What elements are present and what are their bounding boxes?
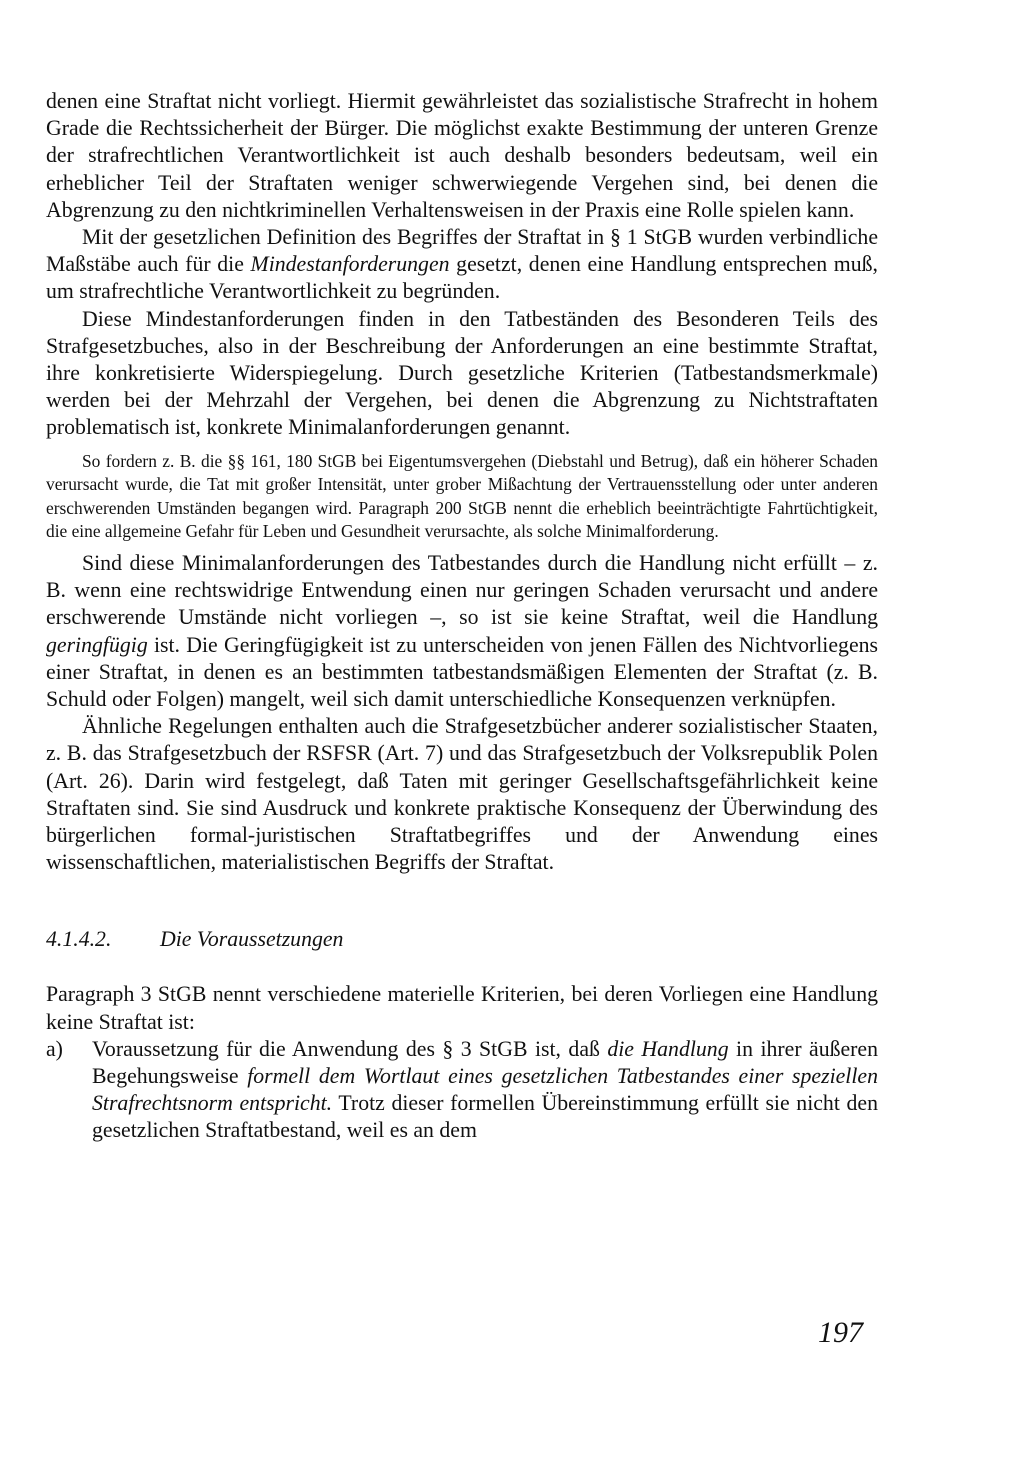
- section-title: Die Voraussetzungen: [160, 927, 344, 952]
- list-item-text: [92, 1036, 878, 1145]
- paragraph-text: Sind diese Minimalanforderungen des Tatbestandes durch die Handlung nicht erfüllt – z. B. wenn eine rechtswidrige Entwendung einen nur geringen Schaden verursacht und andere erschwerende Umstände nicht vorliegen –, so ist sie keine Straftat, weil die Handlung: [46, 551, 878, 630]
- section-heading: [46, 926, 878, 953]
- paragraph-mindestanforderungen: [46, 224, 878, 306]
- paragraph-text: Voraussetzung für die Anwendung des § 3 StGB ist, daß: [92, 1036, 608, 1061]
- paragraph-text: ist. Die Geringfügigkeit ist zu unterscheiden von jenen Fällen des Nichtvorliegens einer Straftat, in denen es an bestimmten tatbestandsmäßigen Elementen der Straftat (z. B. Schuld oder Folgen) mangelt, weil sich damit unterschiedliche Konsequenzen verknüpfen.: [46, 632, 878, 712]
- paragraph-text: Paragraph 3 StGB nennt verschiedene materielle Kriterien, bei deren Vorliegen eine Handlung keine Straftat ist:: [46, 982, 878, 1034]
- paragraph-text: denen eine Straftat nicht vorliegt. Hiermit gewährleistet das sozialistische Strafrecht in hohem Grade die Rechtssicherheit der Bürger. Die möglichst exakte Bestimmung der unteren Grenze der strafrechtlichen Verantwortlichkeit ist auch deshalb besonders bedeutsam, weil ein erheblicher Teil der Straftaten weniger schwerwiegende Vergehen sind, bei denen die Abgrenzung zu den nichtkriminellen Verhaltensweisen in der Praxis eine Rolle spielen kann.: [46, 89, 878, 222]
- emphasis-text: Mindestanforderungen: [250, 252, 450, 277]
- paragraph-text: Mit der gesetzlichen Definition des Begriffes der Straftat in § 1 StGB wurden verbindliche Maßstäbe auch für die: [46, 225, 878, 277]
- paragraph-text: Diese Mindestanforderungen finden in den Tatbeständen des Besonderen Teils des Strafgesetzbuches, also in der Beschreibung der Anforderungen an eine bestimmte Straftat, ihre konkretisierte Widerspiegelung. Durch gesetzliche Kriterien (Tatbestandsmerkmale) werden bei der Mehrzahl der Vergehen, bei denen die Abgrenzung zu Nichtstraftaten problematisch ist, konkrete Minimalanforderungen genannt.: [46, 306, 878, 440]
- paragraph-text: Trotz dieser formellen Übereinstimmung erfüllt sie nicht den gesetzlichen Straftatbestand, weil es an dem: [92, 1091, 878, 1143]
- page-number: 197: [818, 1316, 863, 1349]
- emphasis-text: formell dem Wortlaut eines gesetzlichen Tatbestandes einer speziellen Strafrechtsnorm entspricht.: [92, 1064, 878, 1116]
- emphasis-text: die Handlung: [607, 1036, 729, 1061]
- paragraph-text: in ihrer äußeren Begehungsweise: [92, 1036, 879, 1089]
- note-text: So fordern z. B. die §§ 161, 180 StGB bei Eigentumsvergehen (Diebstahl und Betrug), daß ein höherer Schaden verursacht wurde, die Tat mit großer Intensität, unter grober Mißachtung der Vertrauensstellung oder unter anderen erschwerenden Umständen begangen wird. Paragraph 200 StGB nennt die erheblich beeinträchtigte Fahrtüchtigkeit, die eine allgemeine Gefahr für Leben und Gesundheit verursachte, als solche Minimalforderung.: [46, 450, 878, 542]
- paragraph-text: gesetzt, denen eine Handlung entsprechen muß, um strafrechtliche Verantwortlichkeit zu begründen.: [46, 252, 879, 304]
- section-intro: [46, 981, 878, 1035]
- page-body: [46, 88, 878, 1145]
- list-item-a: [46, 1036, 878, 1145]
- section-spacer: [46, 876, 878, 926]
- section-number: 4.1.4.2.: [46, 927, 112, 952]
- emphasis-text: geringfügig: [46, 632, 148, 657]
- paragraph-text: Ähnliche Regelungen enthalten auch die Strafgesetzbücher anderer sozialistischer Staaten, z. B. das Strafgesetzbuch der RSFSR (Art. 7) und das Strafgesetzbuch der Volksrepublik Polen (Art. 26). Darin wird festgelegt, daß Taten mit geringer Gesellschaftsgefährlichkeit keine Straftaten sind. Sie sind Ausdruck und konkrete praktische Konsequenz der Überwindung des bürgerlichen formal-juristischen Straftatbegriffes und der Anwendung eines wissenschaftlichen, materialistischen Begriffs der Straftat.: [46, 714, 878, 875]
- small-print-note: [46, 450, 878, 544]
- list-marker: a): [46, 1036, 63, 1061]
- paragraph-tatbestaende: [46, 306, 878, 442]
- paragraph-sozialistische-staaten: [46, 713, 878, 876]
- paragraph-geringfuegigkeit: [46, 550, 878, 713]
- paragraph-continuation: [46, 88, 878, 224]
